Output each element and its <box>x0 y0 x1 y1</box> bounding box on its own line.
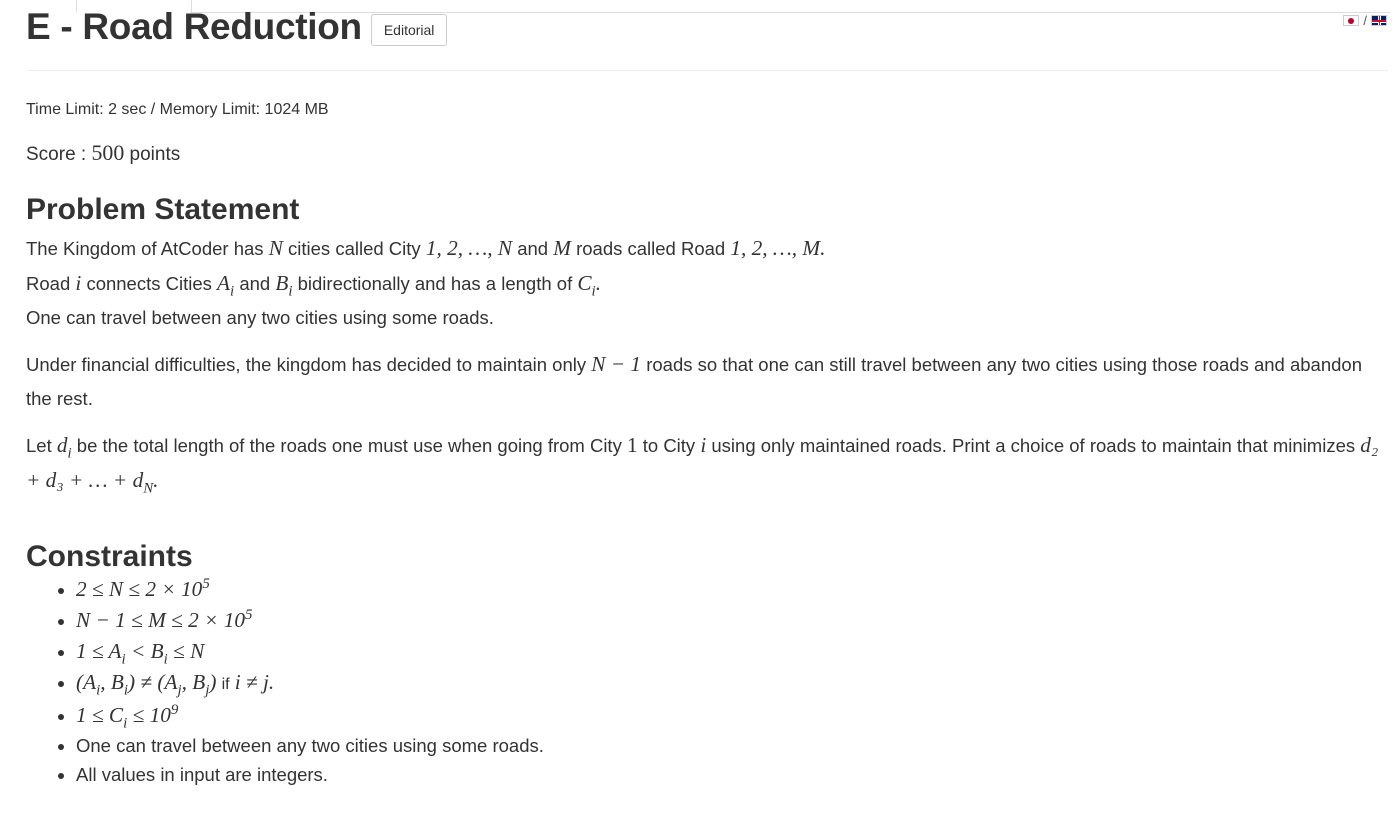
score-line <box>26 141 1388 166</box>
text: connects Cities <box>86 273 212 294</box>
problem-statement-heading: Problem Statement <box>26 193 300 226</box>
statement-paragraph-2 <box>26 347 1388 416</box>
math-road-seq: 1, 2, …, M. <box>730 236 826 260</box>
constraints-list <box>26 574 1388 789</box>
score-label: Score : <box>26 144 87 165</box>
math-Ci: $C_i$. <box>577 271 602 300</box>
math-Ai: $A_i$ <box>217 271 235 300</box>
constraints-heading: Constraints <box>26 540 193 573</box>
list-item: • All values in input are integers. <box>76 760 1388 789</box>
score-unit: points <box>129 144 181 165</box>
text: One can travel between any two cities using some roads. <box>26 307 494 328</box>
list-item: • $1 \le A_i < B_i \le N$ <box>76 636 1388 667</box>
math-di: $d_i$ <box>56 433 72 462</box>
list-item: • ($A_i$, $B_i) \ne (A_j$, $B_j$) if i ≠ j. <box>76 667 1388 700</box>
text: to City <box>642 435 696 456</box>
text: Let <box>26 435 52 456</box>
list-item: • $1 \le C_i \le 10^9$ <box>76 700 1388 731</box>
text: using only maintained roads. Print a choice of roads to maintain that minimizes <box>711 435 1356 456</box>
math-i: i <box>700 433 707 457</box>
list-item: • One can travel between any two cities using some roads. <box>76 731 1388 760</box>
math-M: M <box>553 236 571 260</box>
text: Under financial difficulties, the kingdom has decided to maintain only <box>26 354 587 375</box>
statement-paragraph-1 <box>26 231 1388 335</box>
math-one: 1 <box>626 433 638 457</box>
math-sum: d₂ + d₃ + … + $d_N$. <box>26 433 1379 497</box>
text: and <box>517 238 549 259</box>
text: bidirectionally and has a length of <box>297 273 573 294</box>
list-item: • $2 \le N \le 2 \times 10^5$ <box>76 574 1388 605</box>
math-i: i <box>75 271 82 295</box>
text: and <box>239 273 271 294</box>
editorial-button[interactable]: Editorial <box>371 14 448 46</box>
text: cities called City <box>288 238 421 259</box>
text: Road <box>26 273 71 294</box>
score-value: 500 <box>91 141 125 165</box>
divider <box>26 70 1388 71</box>
math-city-seq: 1, 2, …, N <box>425 236 513 260</box>
text: roads so that one can still travel between any two cities using those roads and abandon the rest. <box>26 354 1363 409</box>
text: The Kingdom of AtCoder has <box>26 238 264 259</box>
math-N: N <box>268 236 283 260</box>
task-title: E - Road Reduction <box>26 6 362 47</box>
text: be the total length of the roads one must use when going from City <box>76 435 622 456</box>
lang-separator: / <box>1363 13 1367 28</box>
task-content <box>26 0 1388 789</box>
math-N-minus-1: N − 1 <box>591 352 642 376</box>
statement-paragraph-3 <box>26 428 1388 498</box>
text: roads called Road <box>576 238 726 259</box>
math-Bi: $B_i$ <box>275 271 293 300</box>
time-memory-limit: Time Limit: 2 sec / Memory Limit: 1024 MB <box>26 101 329 118</box>
list-item: • $N - 1 \le M \le 2 \times 10^5$ <box>76 605 1388 636</box>
title-row <box>26 0 1388 58</box>
